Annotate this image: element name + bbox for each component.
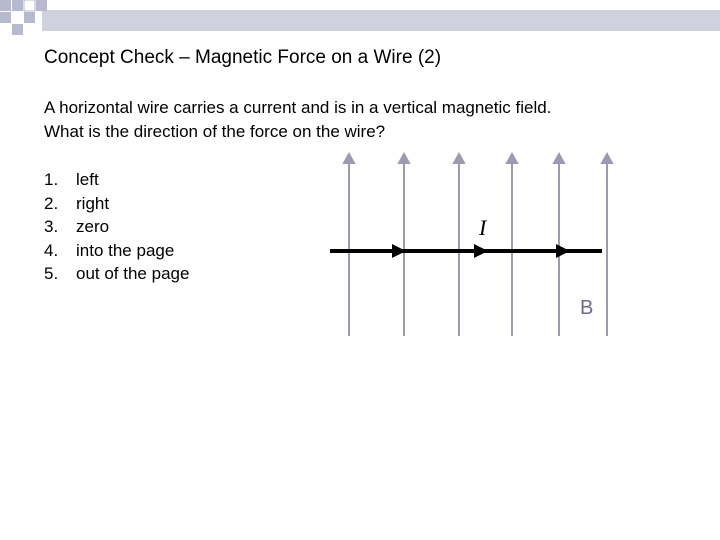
field-line <box>344 154 354 336</box>
header-bar <box>42 10 720 31</box>
option-label: out of the page <box>76 264 190 283</box>
question-text <box>44 96 684 144</box>
current-wire <box>330 244 602 258</box>
current-arrow <box>474 244 488 258</box>
field-line <box>602 154 612 336</box>
option-label: zero <box>76 217 110 236</box>
wire-field-diagram <box>330 150 620 340</box>
option-into-page[interactable] <box>44 239 189 263</box>
field-label: B <box>580 297 594 319</box>
current-label: I <box>479 215 487 240</box>
option-right[interactable] <box>44 192 189 216</box>
field-line <box>454 154 464 336</box>
current-arrow <box>556 244 570 258</box>
option-number: 2. <box>44 193 59 213</box>
option-number: 4. <box>44 240 59 260</box>
option-number: 1. <box>44 170 59 189</box>
option-zero[interactable] <box>44 215 189 239</box>
field-line <box>554 154 564 336</box>
option-label: into the page <box>76 240 175 260</box>
deco-square <box>0 12 11 23</box>
deco-square <box>12 24 23 35</box>
option-left[interactable] <box>44 168 189 192</box>
header-decoration <box>0 0 720 40</box>
slide-title: Concept Check – Magnetic Force on a Wire (2) <box>44 47 442 68</box>
option-label: left <box>76 170 99 189</box>
question-line: A horizontal wire carries a current and is in a vertical magnetic field. <box>44 98 552 117</box>
deco-square <box>24 0 35 11</box>
field-line <box>399 154 409 336</box>
option-out-of-page[interactable] <box>44 262 189 286</box>
answer-options <box>44 168 189 286</box>
deco-square <box>24 12 35 23</box>
field-line <box>507 154 517 336</box>
deco-square <box>0 0 11 11</box>
option-number: 5. <box>44 264 59 283</box>
question-line: What is the direction of the force on the wire? <box>44 122 386 141</box>
option-label: right <box>76 193 110 213</box>
option-number: 3. <box>44 217 59 236</box>
deco-square <box>12 0 23 11</box>
deco-square <box>36 0 47 11</box>
